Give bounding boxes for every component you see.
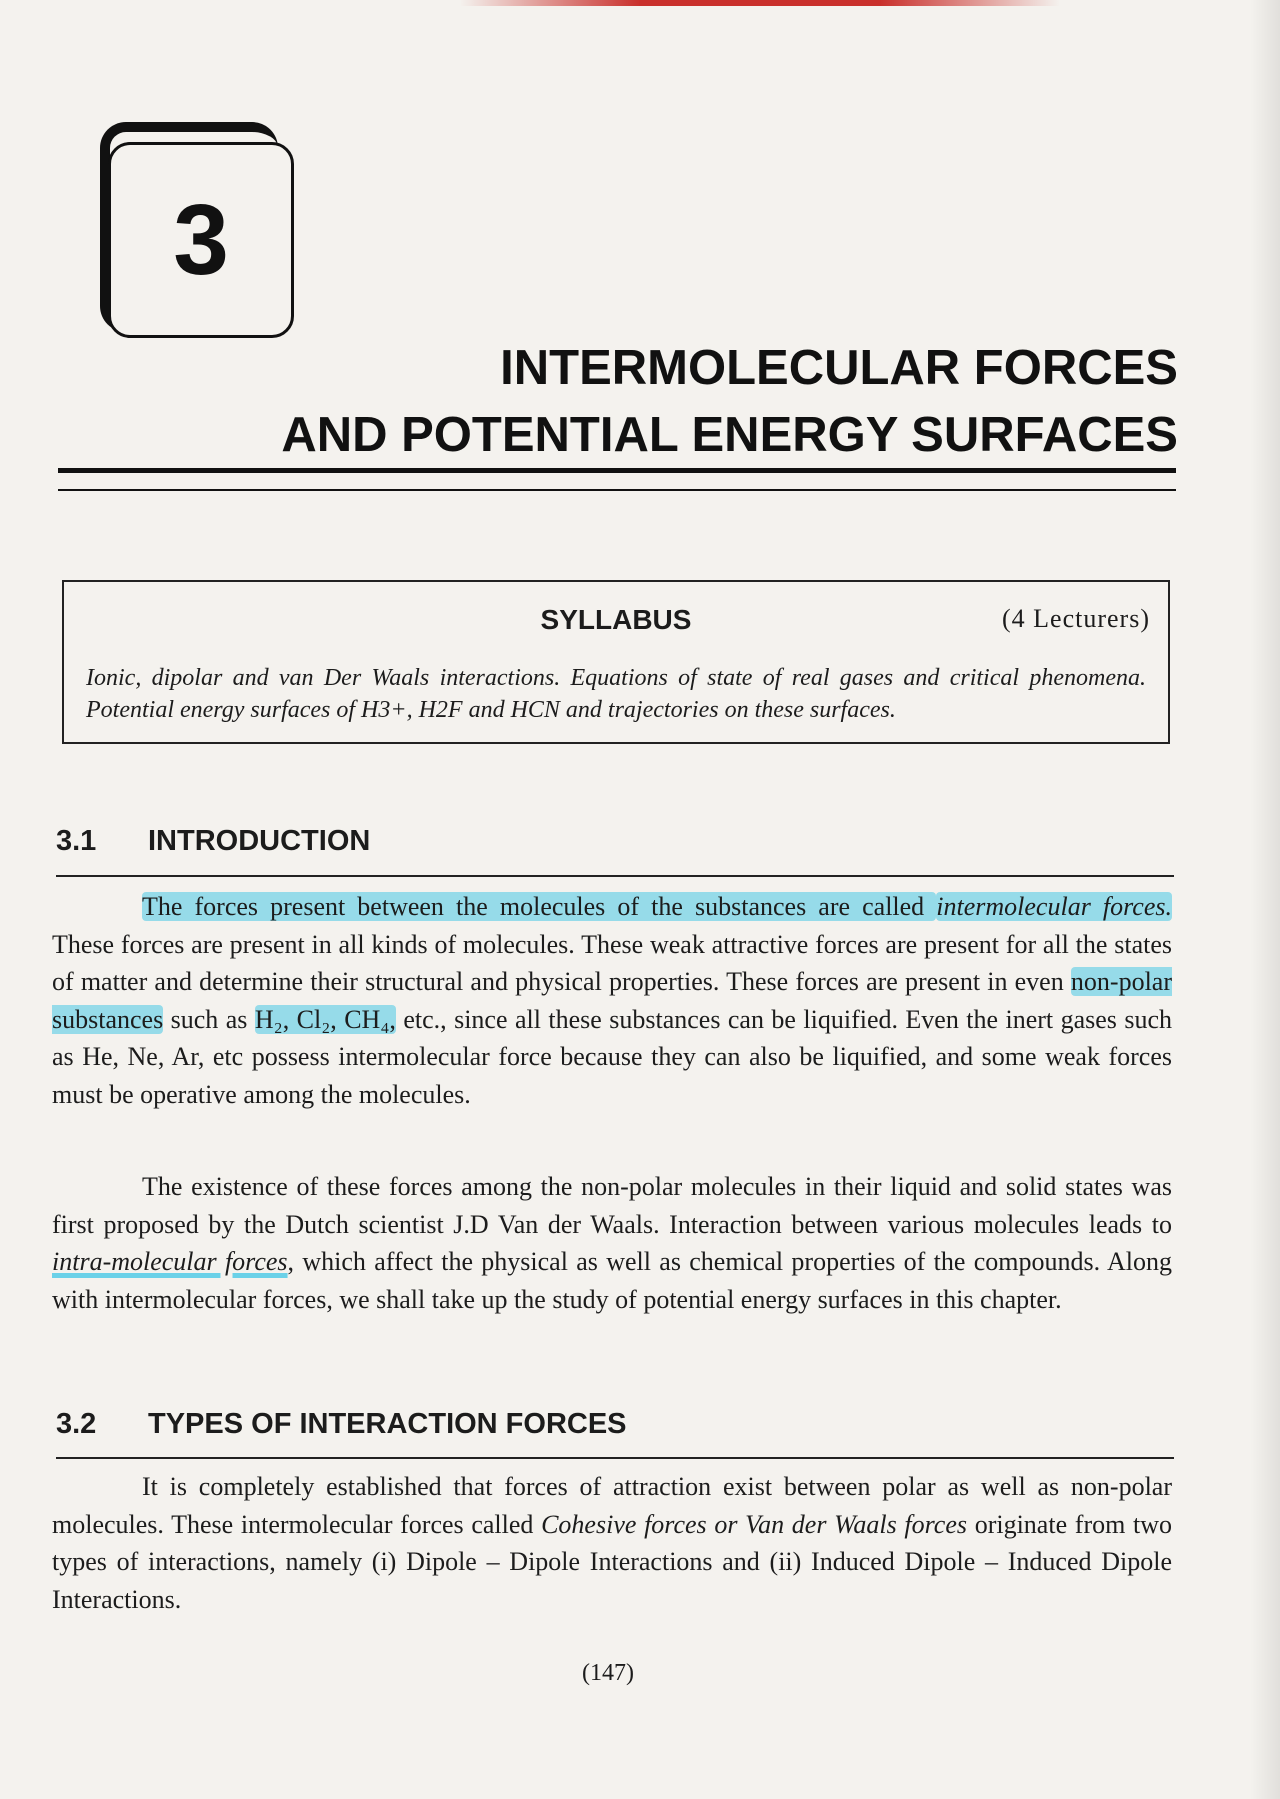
title-rule-thin	[58, 489, 1176, 491]
section-title: INTRODUCTION	[148, 825, 371, 857]
red-edge-accent	[460, 0, 1060, 6]
section-number: 3.1	[56, 825, 97, 857]
text-run: such as	[163, 1004, 255, 1034]
emphasized-term: Cohesive forces or Van der Waals forces	[541, 1509, 968, 1539]
text-run: These forces are present in all kinds of molecules. These weak attractive forces are present for all the states of matter and determine their structural and physical properties. These forces are present in even	[52, 929, 1172, 996]
title-rule-thick	[58, 468, 1176, 473]
section-number: 3.2	[56, 1408, 97, 1440]
syllabus-heading: SYLLABUS	[540, 604, 692, 635]
highlighted-term: non-polar substances	[52, 967, 1172, 1034]
highlighted-text: The forces present between the molecules of the substances are called	[142, 892, 937, 921]
section-title: TYPES OF INTERACTION FORCES	[148, 1408, 627, 1440]
chapter-title-line-1: INTERMOLECULAR FORCES	[500, 341, 1178, 395]
chapter-number: 3	[173, 183, 229, 296]
section-rule	[56, 1457, 1174, 1459]
paragraph	[52, 1168, 1172, 1318]
section-heading-types	[56, 1408, 627, 1441]
text-run: etc., since all these substances can be liquified. Even the inert gases such as He, Ne, Ar, etc possess intermolecular force because they can also be liquified, and some weak forces must be operative among the molecules.	[52, 1004, 1173, 1109]
section-heading-introduction	[56, 825, 370, 858]
text-run: The existence of these forces among the non-polar molecules in their liquid and solid states was first proposed by the Dutch scientist J.D Van der Waals. Interaction between various molecules leads to	[52, 1172, 1172, 1239]
syllabus-text: Ionic, dipolar and van Der Waals interactions. Equations of state of real gases and critical phenomena. Potential energy surfaces of H3+, H2F and HCN and trajectories on these surfaces.	[86, 665, 1146, 723]
text-run: It is completely established that forces of attraction exist between polar as well as non-polar molecules. These intermolecular forces called	[52, 1472, 1172, 1539]
page-edge-shadow	[1250, 0, 1280, 1799]
chapter-title-line-2: AND POTENTIAL ENERGY SURFACES	[281, 408, 1178, 462]
syllabus-lectures: (4 Lecturers)	[1002, 604, 1150, 633]
text-run: , which affect the physical as well as chemical properties of the compounds. Along with intermolecular forces, we shall take up the study of potential energy surfaces in this chapter.	[52, 1247, 1172, 1314]
highlighted-formulas: H₂, Cl₂, CH₄,	[254, 1004, 396, 1034]
chapter-number-box	[108, 142, 294, 338]
page-number: (147)	[582, 1660, 634, 1686]
syllabus-box	[62, 580, 1170, 744]
highlighted-term: intermolecular forces.	[936, 892, 1172, 921]
emphasized-term: intra-molecular forces	[52, 1247, 288, 1276]
section-rule	[56, 875, 1174, 877]
paragraph	[52, 1468, 1172, 1618]
paragraph	[52, 888, 1172, 1113]
text-run: originate from two types of interactions, namely (i) Dipole – Dipole Interactions and (ii) Induced Dipole – Induced Dipole Interactions.	[52, 1509, 1173, 1614]
